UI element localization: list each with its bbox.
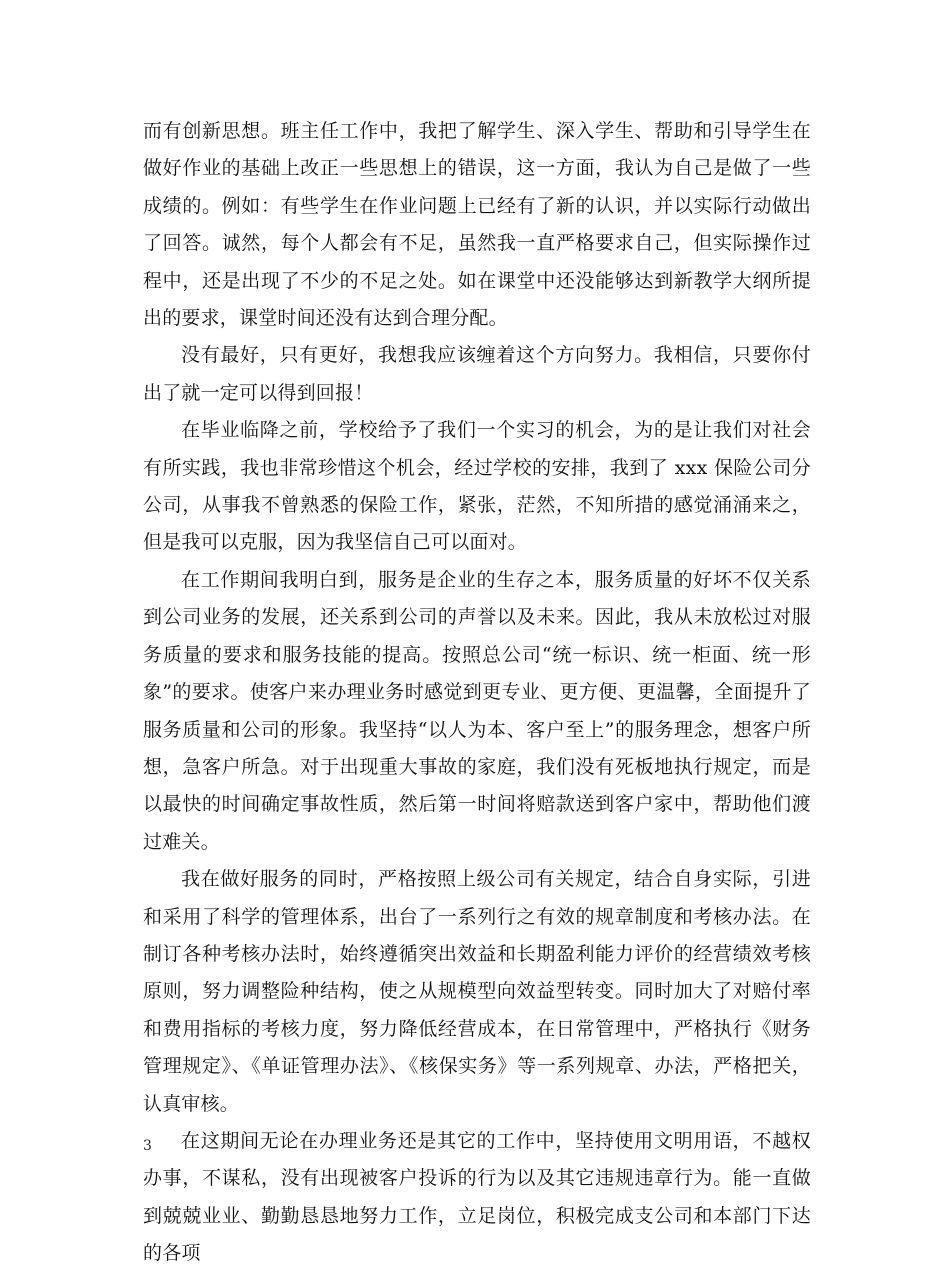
paragraph-2: 没有最好，只有更好，我想我应该缠着这个方向努力。我相信，只要你付出了就一定可以得到回报！: [143, 344, 811, 404]
paragraph-4: 在工作期间我明白到，服务是企业的生存之本，服务质量的好坏不仅关系到公司业务的发展，还关系到公司的声誉以及未来。因此，我从未放松过对服务质量的要求和服务技能的提高。按照总公司“统一标识、统一柜面、统一形象”的要求。使客户来办理业务时感觉到更专业、更方便、更温馨，全面提升了服务质量和公司的形象。我坚持“以人为本、客户至上”的服务理念，想客户所想，急客户所急。对于出现重大事故的家庭，我们没有死板地执行规定，而是以最快的时间确定事故性质，然后第一时间将赔款送到客户家中，帮助他们渡过难关。: [143, 568, 811, 853]
paragraph-6: 在这期间无论在办理业务还是其它的工作中，坚持使用文明用语，不越权办事，不谋私，没有出现被客户投诉的行为以及其它违规违章行为。能一直做到兢兢业业、勤勤恳恳地努力工作，立足岗位，积极完成支公司和本部门下达的各项: [143, 1129, 811, 1265]
paragraph-3: 在毕业临降之前，学校给予了我们一个实习的机会，为的是让我们对社会有所实践，我也非常珍惜这个机会，经过学校的安排，我到了 xxx 保险公司分公司，从事我不曾熟悉的保险工作，紧张，茫然，不知所措的感觉涌涌来之，但是我可以克服，因为我坚信自己可以面对。: [143, 419, 811, 554]
page-number: 3: [143, 1138, 152, 1154]
paragraph-5: 我在做好服务的同时，严格按照上级公司有关规定，结合自身实际，引进和采用了科学的管理体系，出台了一系列行之有效的规章制度和考核办法。在制订各种考核办法时，始终遵循突出效益和长期盈利能力评价的经营绩效考核原则，努力调整险种结构，使之从规模型向效益型转变。同时加大了对赔付率和费用指标的考核力度，努力降低经营成本，在日常管理中，严格执行《财务管理规定》、《单证管理办法》、《核保实务》等一系列规章、办法，严格把关，认真审核。: [143, 868, 811, 1115]
paragraph-1: 而有创新思想。班主任工作中，我把了解学生、深入学生、帮助和引导学生在做好作业的基础上改正一些思想上的错误，这一方面，我认为自己是做了一些成绩的。例如：有些学生在作业问题上已经有了新的认识，并以实际行动做出了回答。诚然，每个人都会有不足，虽然我一直严格要求自己，但实际操作过程中，还是出现了不少的不足之处。如在课堂中还没能够达到新教学大纲所提出的要求，课堂时间还没有达到合理分配。: [143, 120, 811, 330]
document-body: [143, 113, 811, 1273]
